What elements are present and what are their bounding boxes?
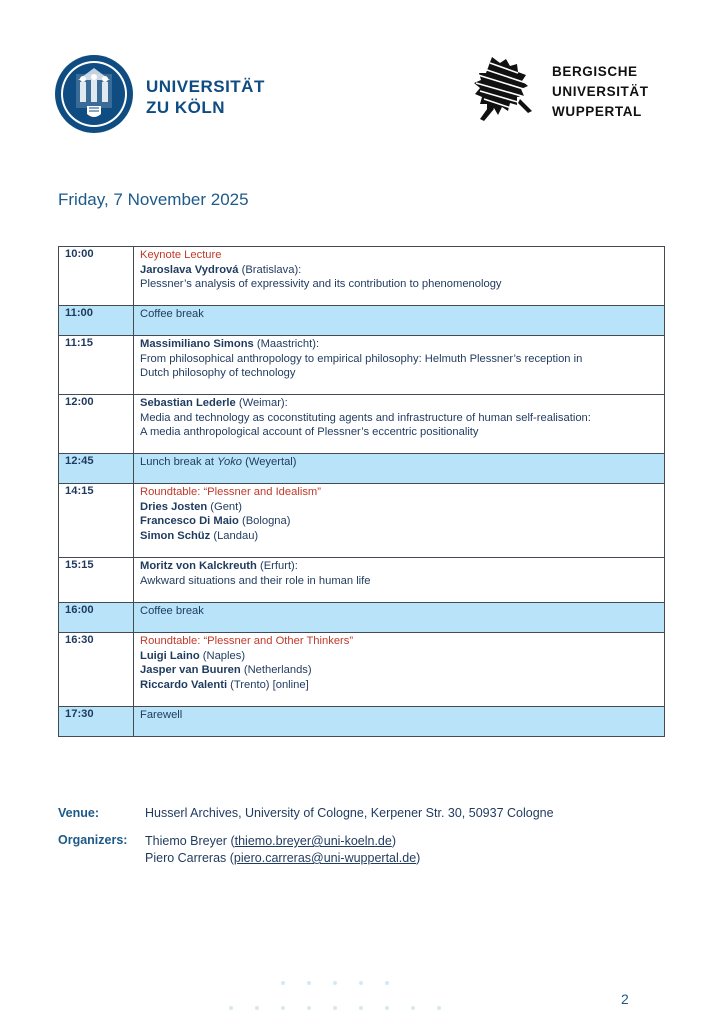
time-cell: 11:00: [59, 306, 134, 336]
speaker-name: Moritz von Kalckreuth: [140, 560, 257, 572]
organizers-list: [145, 833, 420, 867]
description-cell: Farewell: [134, 707, 665, 737]
schedule-row: [59, 395, 665, 454]
venue-label: Venue:: [58, 806, 99, 820]
description-cell: [134, 395, 665, 454]
schedule-row: [59, 633, 665, 707]
speaker-place: (Maastricht):: [256, 338, 320, 350]
description-cell: [134, 247, 665, 306]
speaker-place: (Bologna): [241, 515, 291, 528]
time-cell: 14:15: [59, 484, 134, 558]
time-cell: 12:45: [59, 454, 134, 484]
decorative-dot: [359, 981, 363, 985]
time-cell: 16:30: [59, 633, 134, 707]
speaker-place: (Bratislava):: [241, 263, 302, 276]
wuppertal-lion-logo: [470, 55, 540, 125]
page-title: Friday, 7 November 2025: [58, 190, 249, 209]
decorative-dot: [229, 1006, 233, 1010]
wordmark-line-3: WUPPERTAL: [552, 104, 642, 119]
organizer-entry: Piero Carreras (piero.carreras@uni-wuppertal.de): [145, 851, 421, 865]
session-heading: Keynote Lecture: [140, 249, 222, 261]
schedule-row: [59, 558, 665, 603]
wordmark-line-1: BERGISCHE: [552, 64, 638, 79]
description-cell: [134, 336, 665, 395]
organizers-label: Organizers:: [58, 833, 128, 847]
schedule-row: [59, 454, 665, 484]
speaker-place: (Landau): [213, 530, 259, 543]
decorative-dot: [255, 1006, 259, 1010]
session-heading: Roundtable: “Plessner and Other Thinkers”: [140, 635, 354, 647]
schedule-row: [59, 306, 665, 336]
organizer-name: Thiemo Breyer: [145, 834, 227, 848]
speaker-name: Simon Schüz: [140, 530, 211, 543]
speaker-name: Dries Josten: [140, 500, 208, 513]
speaker-name: Jasper van Buuren: [140, 664, 241, 677]
schedule-row: [59, 247, 665, 306]
speaker-place: (Netherlands): [243, 664, 312, 677]
page-number: 2: [621, 991, 629, 1007]
wordmark-line-2: ZU KÖLN: [146, 98, 226, 117]
time-cell: 12:00: [59, 395, 134, 454]
speaker-place: (Weimar):: [238, 397, 288, 409]
decorative-dot: [281, 1006, 285, 1010]
talk-title-line: Dutch philosophy of technology: [140, 367, 296, 380]
talk-title-line: A media anthropological account of Plessner’s eccentric positionality: [140, 426, 479, 439]
schedule-row: [59, 603, 665, 633]
decorative-dot: [359, 1006, 363, 1010]
decorative-dot: [411, 1006, 415, 1010]
decorative-dot: [333, 1006, 337, 1010]
description-cell: Coffee break: [134, 306, 665, 336]
decorative-dot: [307, 1006, 311, 1010]
organizer-email-link[interactable]: piero.carreras@uni-wuppertal.de: [233, 851, 417, 865]
organizer-name: Piero Carreras: [145, 851, 227, 865]
description-cell: [134, 558, 665, 603]
decorative-dot: [385, 981, 389, 985]
lunch-place: (Weyertal): [242, 456, 297, 468]
speaker-name: Francesco Di Maio: [140, 515, 239, 528]
description-cell: Coffee break: [134, 603, 665, 633]
speaker-name: Massimiliano Simons: [140, 338, 254, 350]
talk-title-line: Media and technology as coconstituting agents and infrastructure of human self-realisation:: [140, 411, 591, 424]
speaker-name: Sebastian Lederle: [140, 397, 236, 409]
speaker-place: (Naples): [202, 649, 246, 662]
speaker-name: Jaroslava Vydrová: [140, 263, 239, 276]
schedule-row: [59, 707, 665, 737]
time-cell: 17:30: [59, 707, 134, 737]
lunch-text: Lunch break at: [140, 456, 218, 468]
speaker-name: Riccardo Valenti: [140, 679, 228, 692]
description-cell: [134, 633, 665, 707]
schedule-row: [59, 336, 665, 395]
schedule-table: [58, 246, 665, 737]
lunch-venue: Yoko: [217, 456, 243, 468]
time-cell: 15:15: [59, 558, 134, 603]
decorative-dot: [385, 1006, 389, 1010]
talk-title-line: From philosophical anthropology to empirical philosophy: Helmuth Plessner’s reception in: [140, 352, 583, 365]
speaker-place: (Erfurt):: [259, 560, 298, 572]
time-cell: 11:15: [59, 336, 134, 395]
venue-address: Husserl Archives, University of Cologne, Kerpener Str. 30, 50937 Cologne: [145, 806, 554, 820]
talk-title: Plessner’s analysis of expressivity and its contribution to phenomenology: [140, 278, 502, 291]
time-cell: 10:00: [59, 247, 134, 306]
speaker-place: (Trento) [online]: [230, 679, 309, 692]
talk-title: Awkward situations and their role in human life: [140, 574, 371, 587]
decorative-dot: [307, 981, 311, 985]
description-cell: [134, 484, 665, 558]
organizer-entry: Thiemo Breyer (thiemo.breyer@uni-koeln.de): [145, 834, 397, 848]
wordmark-line-1: UNIVERSITÄT: [146, 77, 265, 96]
decorative-dot: [437, 1006, 441, 1010]
decorative-dot: [333, 981, 337, 985]
university-of-cologne-wordmark: [146, 76, 265, 118]
speaker-place: (Gent): [210, 500, 242, 513]
time-cell: 16:00: [59, 603, 134, 633]
organizer-email-link[interactable]: thiemo.breyer@uni-koeln.de: [234, 834, 392, 848]
schedule-row: [59, 484, 665, 558]
session-heading: Roundtable: “Plessner and Idealism”: [140, 486, 321, 498]
wuppertal-wordmark: [552, 62, 649, 122]
wordmark-line-2: UNIVERSITÄT: [552, 84, 649, 99]
description-cell: [134, 454, 665, 484]
decorative-dot: [281, 981, 285, 985]
university-of-cologne-seal-logo: [54, 54, 134, 134]
speaker-name: Luigi Laino: [140, 649, 200, 662]
